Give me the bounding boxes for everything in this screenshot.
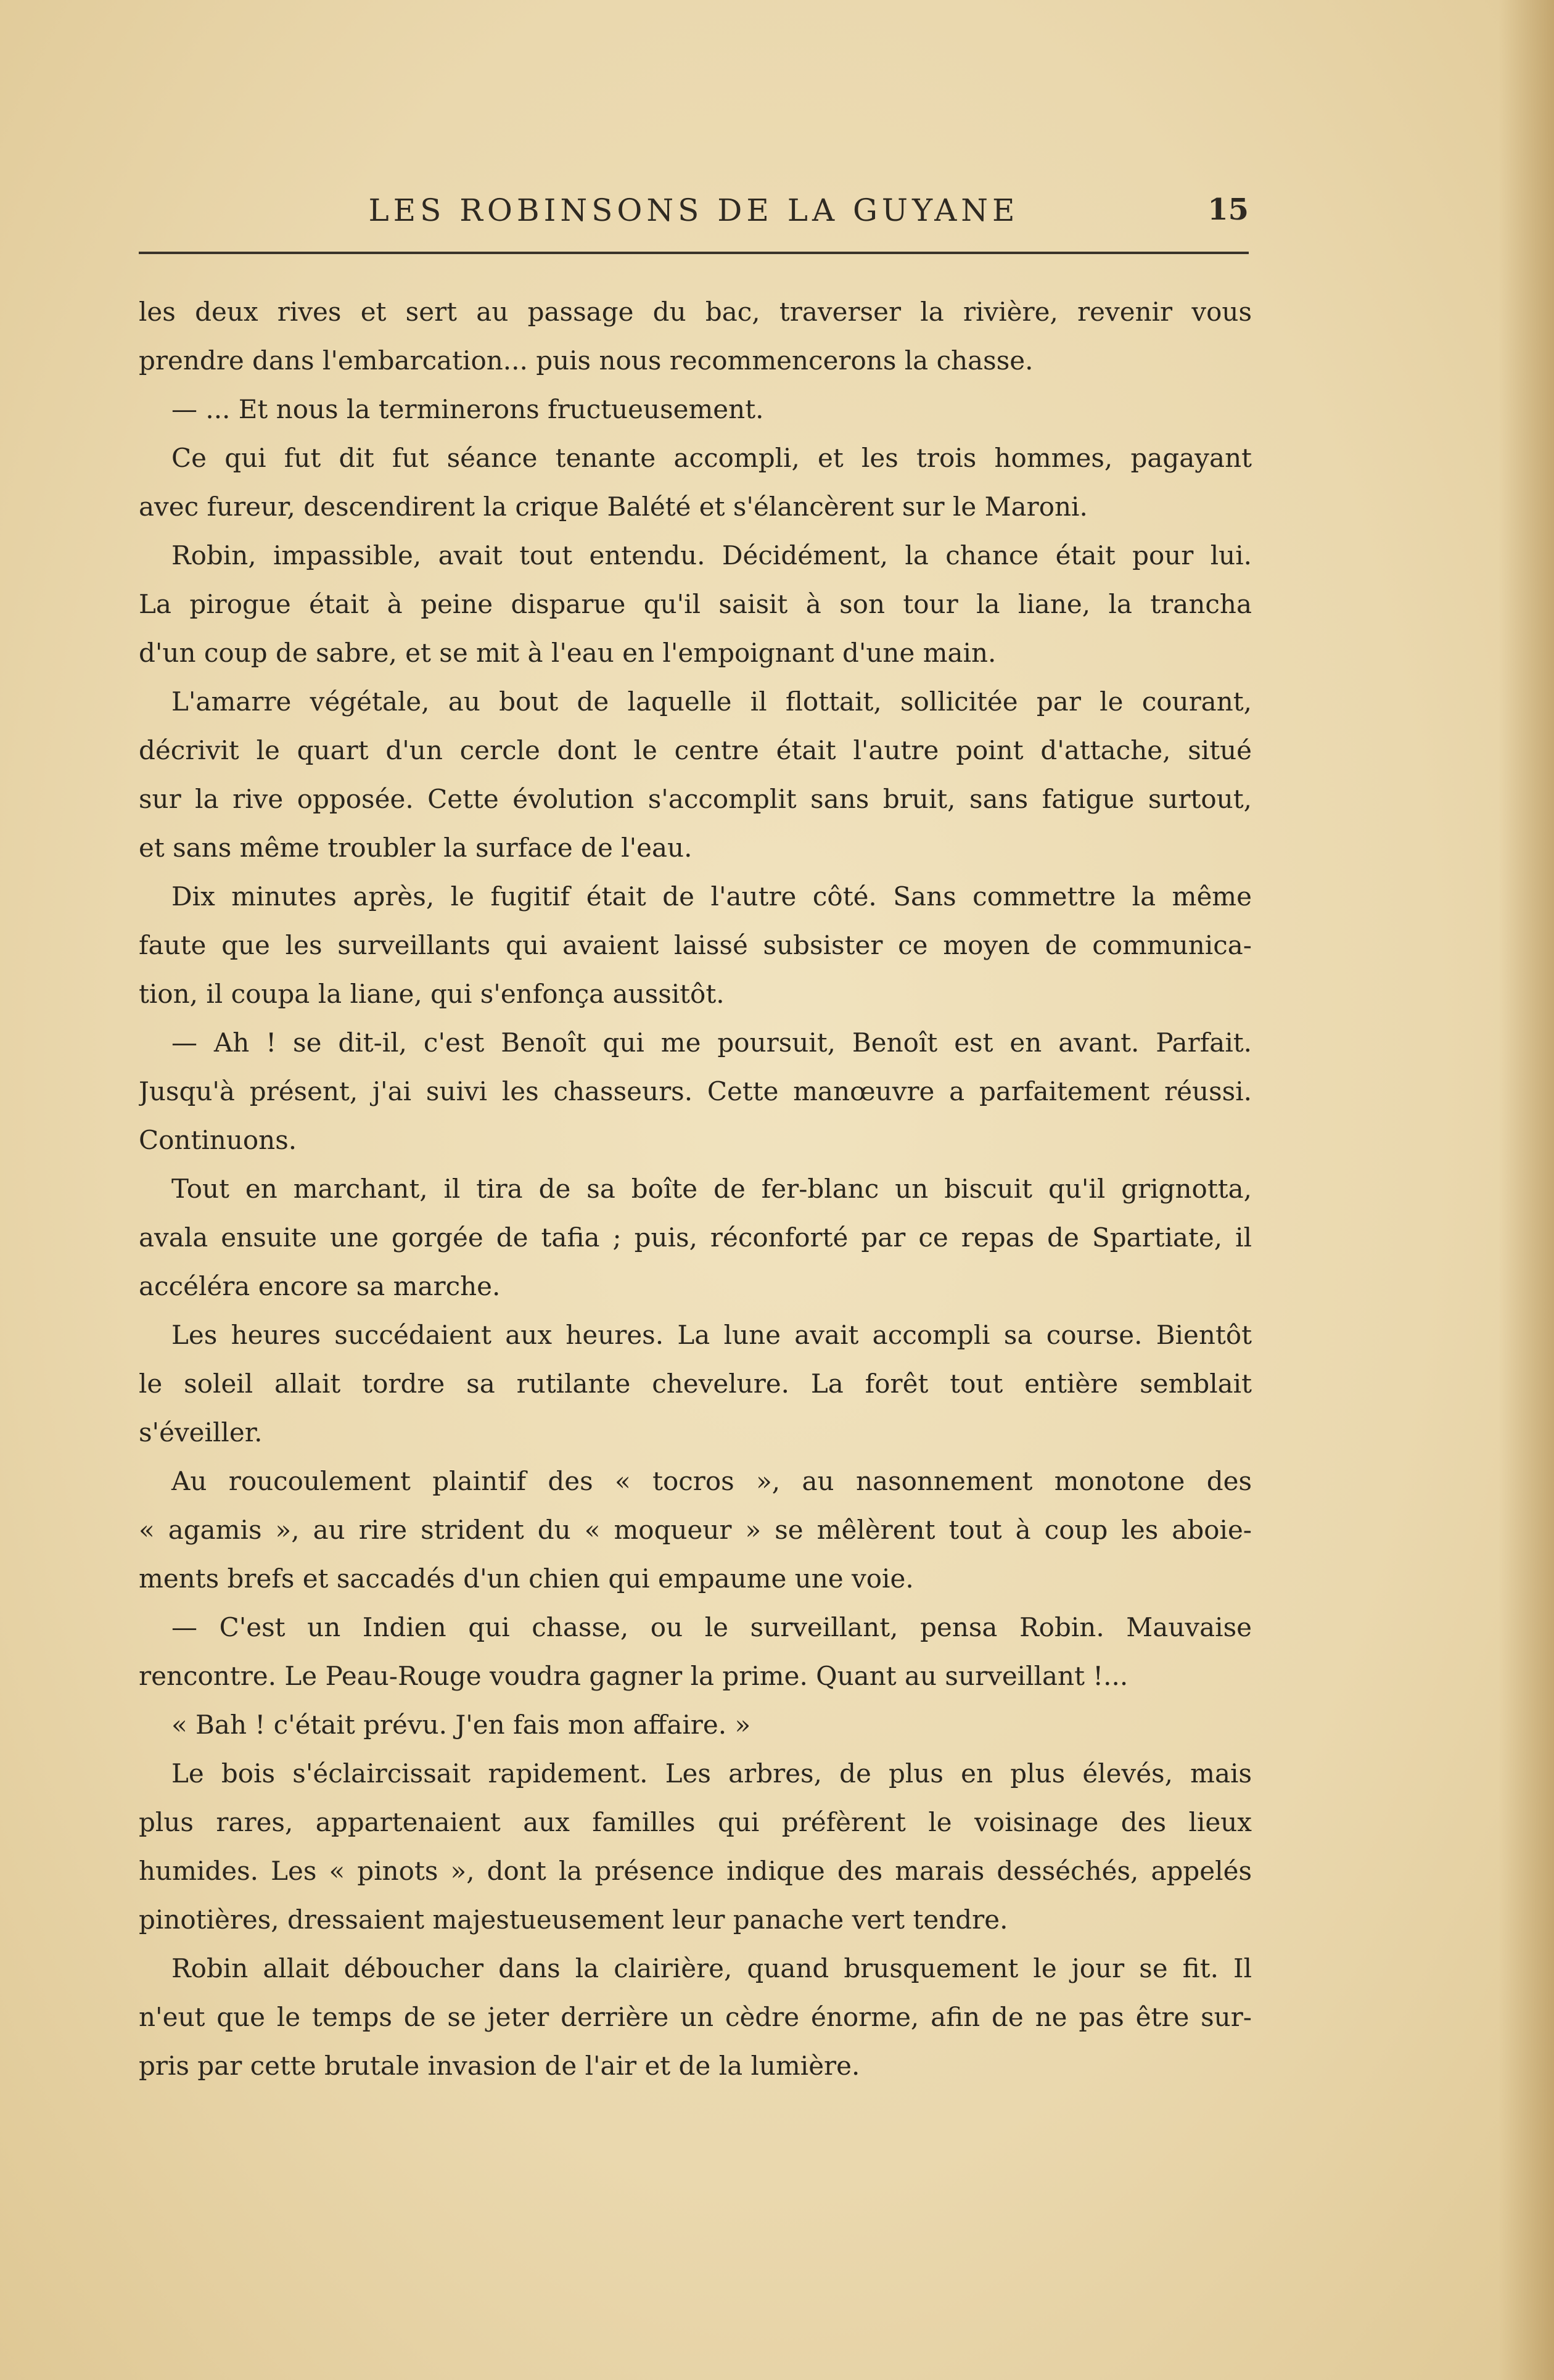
page-number: 15 [1207, 192, 1249, 227]
running-header [139, 190, 1249, 239]
text-line: L'amarre végétale, au bout de laquelle il flottait, sollicitée par le courant, [171, 686, 1252, 717]
page-edge-shadow [1498, 0, 1554, 2380]
text-line: plus rares, appartenaient aux familles qui préfèrent le voisinage des lieux [139, 1807, 1252, 1837]
text-line: Dix minutes après, le fugitif était de l'autre côté. Sans commettre la même [171, 881, 1252, 912]
text-line: sur la rive opposée. Cette évolution s'accomplit sans bruit, sans fatigue surtout, [139, 784, 1252, 814]
text-line: les deux rives et sert au passage du bac, traverser la rivière, revenir vous [139, 297, 1252, 327]
text-line: — ... Et nous la terminerons fructueusement. [171, 394, 764, 424]
text-line: Les heures succédaient aux heures. La lune avait accompli sa course. Bientôt [171, 1320, 1252, 1350]
text-line: Continuons. [139, 1125, 297, 1155]
text-line: humides. Les « pinots », dont la présence indique des marais desséchés, appelés [139, 1856, 1252, 1886]
text-line: Au roucoulement plaintif des « tocros », au nasonnement monotone des [171, 1466, 1252, 1496]
text-line: La pirogue était à peine disparue qu'il saisit à son tour la liane, la trancha [139, 589, 1252, 619]
text-line: n'eut que le temps de se jeter derrière un cèdre énorme, afin de ne pas être sur- [139, 2002, 1252, 2032]
text-line: prendre dans l'embarcation... puis nous recommencerons la chasse. [139, 345, 1034, 376]
text-line: Ce qui fut dit fut séance tenante accompli, et les trois hommes, pagayant [171, 443, 1252, 473]
text-line: pris par cette brutale invasion de l'air et de la lumière. [139, 2051, 860, 2081]
text-line: « agamis », au rire strident du « moqueur » se mêlèrent tout à coup les aboie- [139, 1515, 1252, 1545]
text-line: avala ensuite une gorgée de tafia ; puis, réconforté par ce repas de Spartiate, il [139, 1222, 1252, 1253]
text-line: décrivit le quart d'un cercle dont le centre était l'autre point d'attache, situé [139, 735, 1252, 765]
text-line: s'éveiller. [139, 1417, 263, 1447]
text-line: Robin, impassible, avait tout entendu. Décidément, la chance était pour lui. [171, 540, 1252, 570]
text-line: — Ah ! se dit-il, c'est Benoît qui me poursuit, Benoît est en avant. Parfait. [171, 1027, 1252, 1058]
text-line: ments brefs et saccadés d'un chien qui empaume une voie. [139, 1563, 914, 1594]
text-line: rencontre. Le Peau-Rouge voudra gagner la prime. Quant au surveillant !... [139, 1661, 1128, 1691]
body-text [139, 287, 1252, 2090]
text-line: faute que les surveillants qui avaient laissé subsister ce moyen de communica- [139, 930, 1252, 960]
text-line: le soleil allait tordre sa rutilante chevelure. La forêt tout entière semblait [139, 1369, 1252, 1399]
text-line: d'un coup de sabre, et se mit à l'eau en l'empoignant d'une main. [139, 638, 997, 668]
text-line: Robin allait déboucher dans la clairière, quand brusquement le jour se fit. Il [171, 1953, 1252, 1983]
text-line: — C'est un Indien qui chasse, ou le surveillant, pensa Robin. Mauvaise [171, 1612, 1252, 1642]
text-line: Jusqu'à présent, j'ai suivi les chasseurs. Cette manœuvre a parfaitement réussi. [139, 1076, 1252, 1106]
text-line: Le bois s'éclaircissait rapidement. Les arbres, de plus en plus élevés, mais [171, 1758, 1252, 1789]
text-line: accéléra encore sa marche. [139, 1271, 501, 1301]
text-line: Tout en marchant, il tira de sa boîte de fer-blanc un biscuit qu'il grignotta, [171, 1174, 1252, 1204]
text-line: tion, il coupa la liane, qui s'enfonça aussitôt. [139, 979, 725, 1009]
text-line: « Bah ! c'était prévu. J'en fais mon affaire. » [171, 1710, 751, 1740]
text-line: et sans même troubler la surface de l'eau. [139, 833, 693, 863]
header-rule [139, 252, 1249, 254]
text-line: pinotières, dressaient majestueusement leur panache vert tendre. [139, 1904, 1008, 1935]
running-title: LES ROBINSONS DE LA GUYANE [368, 192, 1019, 228]
text-line: avec fureur, descendirent la crique Balété et s'élancèrent sur le Maroni. [139, 492, 1088, 522]
